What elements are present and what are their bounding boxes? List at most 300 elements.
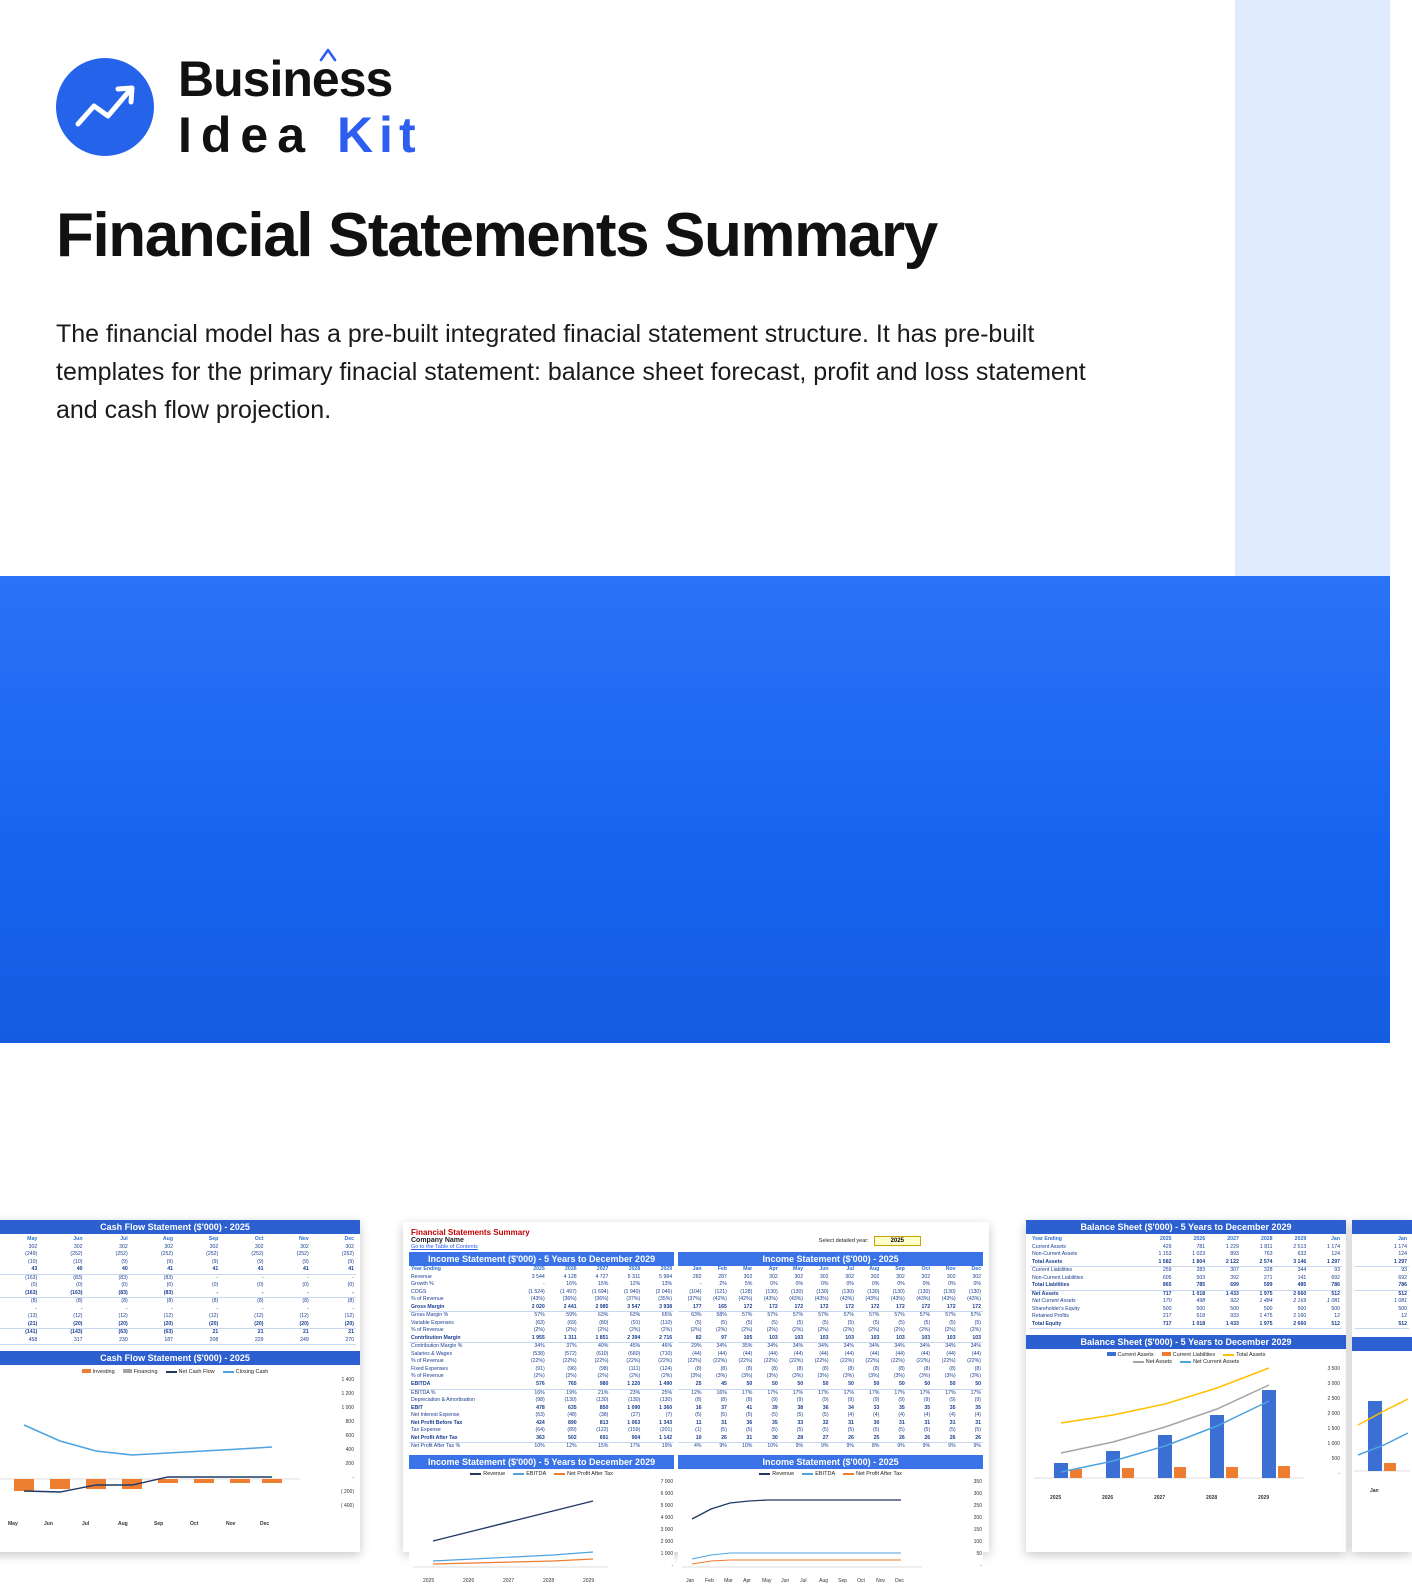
y-tick: 800	[345, 1419, 354, 1426]
cell: 21	[302, 1329, 309, 1336]
cell: (13)	[28, 1313, 38, 1320]
legend-item	[1133, 1359, 1172, 1365]
cell: (83)	[163, 1274, 173, 1281]
cell: 503	[1196, 1274, 1206, 1281]
col-header: 2027	[1227, 1236, 1239, 1242]
cell: (0)	[30, 1282, 38, 1289]
cell: 170	[1162, 1298, 1172, 1305]
cell: 500	[1297, 1305, 1307, 1312]
cell: 41	[212, 1266, 219, 1273]
cell: 1 023	[1192, 1251, 1206, 1258]
col-header: Aug	[869, 1266, 880, 1272]
legend-label: Closing Cash	[235, 1369, 269, 1376]
legend-item	[166, 1369, 215, 1375]
income-5y-plot	[413, 1479, 608, 1571]
cell: -	[261, 1289, 264, 1296]
cell: (0)	[76, 1282, 83, 1289]
cell: 763	[1263, 1251, 1273, 1258]
x-tick: 2027	[503, 1577, 515, 1584]
cashflow-screenshot[interactable]	[0, 1220, 360, 1552]
cashflow-plot	[0, 1379, 300, 1519]
x-tick: 2029	[583, 1577, 595, 1584]
x-tick: Feb	[705, 1577, 714, 1584]
row-label: Net Profit After Tax %	[411, 1443, 461, 1450]
cell: 2 169	[1293, 1298, 1307, 1305]
cell: (0)	[302, 1282, 309, 1289]
col-header: Nov	[945, 1266, 956, 1272]
cell: 392	[1230, 1274, 1239, 1281]
col-header: Jul	[120, 1236, 128, 1242]
cell: 302	[73, 1243, 83, 1250]
company-name: Company Name	[411, 1237, 464, 1244]
cell: 187	[164, 1336, 173, 1343]
row-label: Shareholder's Equity	[1032, 1305, 1080, 1312]
legend-label: Current Liabilities	[1172, 1352, 1216, 1359]
col-header: Sep	[895, 1266, 905, 1272]
showcase-band	[0, 576, 1407, 1584]
toc-link[interactable]: Go to the Table of Contents	[411, 1244, 478, 1250]
col-header: Jun	[73, 1236, 83, 1242]
decorative-panel	[1235, 0, 1390, 576]
y-tick: 250	[973, 1502, 982, 1509]
x-tick: Oct	[857, 1577, 865, 1584]
cell: (143)	[70, 1329, 83, 1336]
legend-label: Total Assets	[1236, 1352, 1266, 1359]
cell: 344	[1297, 1267, 1307, 1274]
table-row	[0, 1290, 356, 1298]
cell: (20)	[344, 1320, 354, 1327]
cell: 40	[121, 1266, 128, 1273]
cell: 1 297	[1394, 1258, 1407, 1265]
cell: -	[171, 1305, 173, 1312]
table-row	[0, 1251, 356, 1259]
col-header: Dec	[971, 1266, 981, 1272]
cell: 1 174	[1394, 1243, 1407, 1250]
y-tick: ( 400)	[340, 1503, 354, 1510]
income-5y-chart-title: Income Statement ($'000) - 5 Years to December 2029	[409, 1455, 674, 1469]
cell: -	[261, 1305, 264, 1312]
row-label: Salaries & Wages	[411, 1350, 453, 1357]
y-tick: 400	[345, 1447, 354, 1454]
row-label: Retained Profits	[1032, 1313, 1069, 1320]
cell: (252)	[206, 1251, 219, 1258]
cell: 43	[31, 1266, 38, 1273]
legend-label: Net Profit After Tax	[567, 1470, 613, 1477]
row-label: Net Current Assets	[1032, 1298, 1076, 1305]
cell: 302	[164, 1243, 173, 1250]
row-label: Net Assets	[1032, 1290, 1059, 1297]
legend-label: EBITDA	[815, 1470, 836, 1477]
cashflow-chart-legend	[0, 1365, 360, 1377]
y-tick: 3 000	[660, 1526, 674, 1533]
cell: 208	[209, 1336, 219, 1343]
summary-screenshot[interactable]	[403, 1222, 989, 1584]
cell: (252)	[251, 1251, 264, 1258]
x-tick: Jun	[781, 1577, 790, 1584]
col-header: Jan	[692, 1266, 702, 1272]
cell: 717	[1162, 1320, 1172, 1327]
y-tick: 200	[973, 1514, 982, 1521]
cell: -	[216, 1289, 219, 1296]
cell: (83)	[118, 1289, 128, 1296]
y-tick: 200	[345, 1461, 354, 1468]
legend-item	[223, 1369, 269, 1375]
cell: 1 811	[1259, 1243, 1273, 1250]
y-tick: -	[352, 1475, 354, 1482]
row-label: Revenue	[411, 1273, 432, 1280]
income-2025-table: Jan Feb Mar Apr May Jun Jul Aug Sep Oct Nov Dec 282 287 302 302 302 302 302 302 302 302 302 302 - 2% 5% 0% 0% 0% 0% 0% 0% 0% 0% 0% (104) (121) (128) (130) (130) (130) (130) (130) (130) (130) (130) (130) (37%) (42%) (42%) (43%) (43%) (43%) (43%) (43%) (43%) (43%) (43%) (43%) 177 165 172 172 172 172 172 172 172 172 172 172 63% 58% 57% 57% 57% 57% 57% 57% 57% 57% 57% 57% (5) (5) (5) (5) (5) (5) (5) (5) (5) (5) (5) (5) (2%) (2%) (2%) (2%) (2%) (2%) (2%) (2%) (2%) (2%) (2%) (2%) 82 97 105 103 103 103 103 103 103 103 103 103 29% 34% 35% 34% 34% 34% 34% 34% 34% 34% 34% 34% (44) (44) (44) (44) (44) (44) (44) (44) (44) (44) (44) (44) (22%) (22%) (22%) (22%) (22%) (22%) (22%) (22%) (22%) (22%) (22%) (22%) (8) (8) (8) (8) (8) (8) (8) (8) (8) (8) (8) (8) (3%) (3%) (3%) (3%) (3%) (3%) (3%) (3%) (3%) (3%) (3%) (3%) 25 45 50 50 50 50 50 50 50 50 50 50 12% 16% 17% 17% 17% 17% 17% 17% 17% 17% 17% 17% (8) (8) (8) (9) (9) (9) (9) (9) (9) (9) (9) (9) 16 37 41 39 38 36 34 33 35 35 35 35 (5) (5) (5) (5) (5) (5) (4) (4) (4) (4) (4) (4) 11 31 36 35 33 32 31 30 31 31 31 31 (1) (5) (5) (5) (5) (5) (5) (5) (5) (5) (5) (5) 10 26 31 30 28 27 26 25 26 26 26 26 4% 9% 10% 10% 9% 9% 9% 8% 9% 9% 9% 9%	[678, 1266, 983, 1451]
row-label: % of Revenue	[411, 1358, 444, 1365]
y-tick: 2 000	[1327, 1411, 1340, 1418]
col-header: Sep	[208, 1236, 219, 1242]
cell: 93	[1401, 1267, 1407, 1274]
y-tick: 1 500	[1327, 1426, 1340, 1433]
cell: 41	[302, 1266, 309, 1273]
cell: 40	[76, 1266, 83, 1273]
growth-arrow-icon	[56, 58, 154, 156]
cell: (12)	[73, 1313, 83, 1320]
cashflow-table-title: Cash Flow Statement ($'000) - 2025	[0, 1220, 360, 1234]
col-header: 2025	[1159, 1236, 1172, 1242]
balance-chart	[1030, 1366, 1342, 1501]
col-header: Jan	[1331, 1236, 1340, 1242]
col-header: May	[793, 1266, 804, 1272]
x-tick: May	[8, 1521, 18, 1528]
y-tick: 5 000	[660, 1502, 674, 1509]
cell: 41	[348, 1266, 354, 1273]
cell: 1 297	[1327, 1258, 1340, 1265]
cell: (252)	[296, 1251, 309, 1258]
cell: 2 160	[1293, 1313, 1307, 1320]
row-label: Non-Current Liabilities	[1032, 1274, 1084, 1281]
cell: 12	[1401, 1313, 1407, 1320]
legend-label: EBITDA	[526, 1470, 547, 1477]
row-label: Non-Current Assets	[1032, 1251, 1078, 1258]
cell: -	[261, 1274, 264, 1281]
cell: -	[126, 1305, 128, 1312]
y-tick: 2 000	[660, 1538, 674, 1545]
col-header: 2029	[660, 1266, 673, 1272]
cell: 307	[1230, 1267, 1239, 1274]
cell: 1 018	[1192, 1320, 1206, 1327]
cell: 633	[1297, 1251, 1307, 1258]
brand-name-kit: Kit	[336, 107, 422, 163]
table-row	[0, 1244, 356, 1252]
row-label: % of Revenue	[411, 1296, 444, 1303]
cell: 302	[254, 1243, 264, 1250]
cell: 93	[1334, 1267, 1340, 1274]
y-tick: -	[671, 1562, 674, 1569]
cell: (12)	[163, 1313, 173, 1320]
cell: 500	[1230, 1305, 1239, 1312]
y-tick: 50	[976, 1550, 982, 1557]
cell: 1 484	[1259, 1298, 1273, 1305]
col-header: Nov	[298, 1236, 309, 1242]
hero-section	[0, 0, 1390, 576]
cell: 498	[1196, 1298, 1206, 1305]
cell: (8)	[211, 1298, 219, 1305]
cell: (163)	[70, 1289, 83, 1296]
table-row	[0, 1274, 356, 1282]
balance-chart-legend	[1026, 1349, 1346, 1366]
x-tick: 2026	[463, 1577, 475, 1584]
cell: (20)	[254, 1320, 264, 1327]
income-5y-title: Income Statement ($'000) - 5 Years to December 2029	[409, 1252, 674, 1266]
row-label: Total Equity	[1032, 1320, 1062, 1327]
summary-title: Financial Statements Summary	[411, 1228, 530, 1237]
legend-label: Investing	[92, 1369, 115, 1376]
y-tick: 350	[973, 1478, 982, 1485]
y-tick: ( 200)	[340, 1489, 354, 1496]
x-tick: Jun	[44, 1521, 53, 1528]
cell: 1 804	[1192, 1258, 1206, 1265]
cell: 1 018	[1192, 1290, 1206, 1297]
col-header: Apr	[768, 1266, 778, 1272]
table-header-row	[0, 1236, 356, 1244]
row-label: Current Assets	[1032, 1243, 1067, 1250]
legend-label: Financing	[133, 1369, 158, 1376]
col-header: Jul	[846, 1266, 854, 1272]
row-label: Net Interest Expense	[411, 1412, 460, 1419]
brand-name-line1: Business	[178, 51, 393, 107]
x-tick: 2025	[423, 1577, 435, 1584]
row-label: Net Profit After Tax	[411, 1434, 458, 1441]
cell: 1 975	[1259, 1320, 1273, 1327]
table-row	[0, 1298, 356, 1306]
year-select-input[interactable]: 2025	[874, 1236, 921, 1246]
cell: -	[307, 1305, 309, 1312]
balance-sheet-screenshot-partial[interactable]	[1352, 1220, 1412, 1552]
y-tick: 7 000	[660, 1478, 674, 1485]
legend-item	[82, 1369, 115, 1375]
x-tick: Apr	[743, 1577, 751, 1584]
cell: -	[216, 1274, 219, 1281]
cell: 1 975	[1259, 1290, 1273, 1297]
col-header: Oct	[254, 1236, 264, 1242]
brand-name-line2: Idea	[178, 107, 337, 163]
cell: 2 660	[1293, 1290, 1307, 1297]
legend-label: Revenue	[772, 1470, 795, 1477]
y-tick: -	[980, 1562, 982, 1569]
table-row	[0, 1306, 356, 1314]
y-tick: 1 200	[341, 1391, 354, 1398]
cell: 1 081	[1327, 1298, 1340, 1305]
cell: 692	[1331, 1274, 1340, 1281]
row-label: EBITDA	[411, 1380, 431, 1387]
y-tick: 3 500	[1327, 1366, 1340, 1373]
y-tick: 1 000	[1327, 1441, 1340, 1448]
cell: (20)	[163, 1320, 173, 1327]
income-2025-plot	[682, 1479, 922, 1571]
table-row	[0, 1329, 356, 1337]
x-tick: 2026	[1102, 1495, 1114, 1502]
cell: (252)	[115, 1251, 128, 1258]
cell: 2 574	[1259, 1258, 1273, 1265]
cell: (0)	[257, 1282, 264, 1289]
row-label: Net Profit Before Tax	[411, 1419, 463, 1426]
x-tick: Jul	[800, 1577, 807, 1584]
cell: (249)	[25, 1251, 38, 1258]
row-label: EBIT	[411, 1404, 423, 1411]
col-header: Jan	[1398, 1236, 1407, 1242]
cell: 1 174	[1327, 1243, 1340, 1250]
col-header: 2025	[533, 1266, 545, 1272]
cell: 141	[1297, 1274, 1307, 1281]
cell: (12)	[254, 1313, 264, 1320]
cell: (0)	[347, 1282, 354, 1289]
cell: 302	[119, 1243, 128, 1250]
cell: (20)	[118, 1320, 128, 1327]
cell: (12)	[344, 1313, 354, 1320]
cell: (20)	[299, 1320, 309, 1327]
row-label: Contribution Margin %	[411, 1343, 463, 1350]
row-label: % of Revenue	[411, 1373, 444, 1380]
cell: (163)	[25, 1289, 38, 1296]
cell: 1 229	[1225, 1243, 1239, 1250]
page-title: Financial Statements Summary	[56, 201, 937, 270]
cell: 328	[1263, 1267, 1273, 1274]
y-tick: 600	[345, 1433, 354, 1440]
col-header: Jun	[819, 1266, 829, 1272]
balance-sheet-screenshot[interactable]	[1026, 1220, 1346, 1552]
table-row	[0, 1282, 356, 1290]
y-tick: 1 000	[660, 1550, 674, 1557]
cell: 2 513	[1293, 1243, 1307, 1250]
balance-plot	[1034, 1366, 1304, 1491]
cell: 786	[1331, 1282, 1340, 1289]
cashflow-chart-title: Cash Flow Statement ($'000) - 2025	[0, 1351, 360, 1365]
cell: 922	[1230, 1298, 1239, 1305]
legend-item	[1162, 1352, 1216, 1358]
x-tick: Aug	[819, 1577, 829, 1584]
cell: (20)	[73, 1320, 83, 1327]
x-tick: Dec	[260, 1521, 270, 1528]
col-header: May	[27, 1236, 38, 1242]
cell: 500	[1331, 1305, 1340, 1312]
y-tick: 300	[973, 1490, 982, 1497]
cell: 605	[1162, 1274, 1172, 1281]
cell: 500	[1196, 1305, 1206, 1312]
cell: 429	[1162, 1243, 1172, 1250]
cell: 21	[212, 1329, 219, 1336]
col-header: 2028	[1260, 1236, 1273, 1242]
cell: 21	[257, 1329, 264, 1336]
cell: 271	[1263, 1274, 1273, 1281]
cell: 512	[1331, 1320, 1340, 1327]
cell: 692	[1398, 1274, 1407, 1281]
cell: 270	[345, 1336, 354, 1343]
cell: 485	[1297, 1282, 1307, 1289]
legend-item	[513, 1471, 546, 1477]
legend-item	[1107, 1352, 1154, 1358]
cell: 217	[1162, 1313, 1172, 1320]
cell: -	[307, 1289, 309, 1296]
legend-label: Current Assets	[1117, 1352, 1154, 1359]
col-header: Feb	[717, 1266, 727, 1272]
cell: 781	[1196, 1243, 1206, 1250]
cell: 2 660	[1293, 1320, 1307, 1327]
cell: 12	[1334, 1313, 1340, 1320]
legend-label: Net Current Assets	[1193, 1359, 1240, 1366]
y-tick: 500	[1331, 1456, 1340, 1463]
cell: 512	[1398, 1290, 1407, 1297]
cell: 2 122	[1225, 1258, 1239, 1265]
income-5y-chart-legend	[409, 1469, 674, 1479]
row-label: Depreciation & Amortisation	[411, 1397, 476, 1404]
x-tick: Jan	[686, 1577, 695, 1584]
row-label: Total Assets	[1032, 1258, 1063, 1265]
col-header: Aug	[162, 1236, 173, 1242]
cell: 41	[257, 1266, 264, 1273]
table-row	[0, 1259, 356, 1267]
balance-table	[1030, 1236, 1342, 1329]
row-label: Contribution Margin	[411, 1334, 461, 1341]
cell: -	[352, 1274, 354, 1281]
x-tick: Dec	[895, 1577, 905, 1584]
col-header: 2028	[628, 1266, 641, 1272]
cell: 3 146	[1293, 1258, 1307, 1265]
x-tick: Mar	[724, 1577, 733, 1584]
legend-label: Revenue	[483, 1470, 506, 1477]
row-label: Gross Margin	[411, 1303, 445, 1310]
cell: 512	[1331, 1290, 1340, 1297]
y-tick: 2 500	[1327, 1396, 1340, 1403]
cell: (8)	[30, 1298, 38, 1305]
row-label: Growth %	[411, 1281, 434, 1288]
income-2025-chart-title: Income Statement ($'000) - 2025	[678, 1455, 983, 1469]
x-tick: 2028	[543, 1577, 555, 1584]
y-tick: 6 000	[660, 1490, 674, 1497]
legend-label: Net Assets	[1145, 1359, 1173, 1366]
cell: -	[307, 1274, 309, 1281]
year-select-label: Select detailed year:	[818, 1238, 869, 1244]
cell: 1 433	[1225, 1320, 1239, 1327]
row-label: Gross Margin %	[411, 1312, 449, 1319]
cell: 518	[1196, 1313, 1206, 1320]
y-tick: -	[1338, 1471, 1340, 1478]
cell: (8)	[257, 1298, 264, 1305]
x-tick: Jul	[82, 1521, 90, 1528]
row-label: EBITDA %	[411, 1389, 436, 1396]
cell: (9)	[257, 1258, 264, 1265]
cell: 599	[1263, 1282, 1273, 1289]
cell: (8)	[121, 1298, 128, 1305]
cell: (12)	[209, 1313, 219, 1320]
partial-chart	[1354, 1359, 1410, 1494]
cell: 500	[1263, 1305, 1273, 1312]
balance-chart-title: Balance Sheet ($'000) - 5 Years to December 2029	[1026, 1335, 1346, 1349]
col-header: 2029	[1294, 1236, 1307, 1242]
x-tick: 2025	[1050, 1495, 1062, 1502]
row-label: Fixed Expenses	[411, 1365, 448, 1372]
cell: (252)	[341, 1251, 354, 1258]
cell: 302	[28, 1243, 38, 1250]
cell: 41	[167, 1266, 173, 1273]
cell: -	[352, 1305, 354, 1312]
cell: 21	[348, 1329, 354, 1336]
income-2025-chart	[678, 1479, 983, 1584]
x-tick: 2027	[1154, 1495, 1166, 1502]
legend-item	[470, 1471, 505, 1477]
cell: 865	[1162, 1282, 1172, 1289]
cell: -	[216, 1305, 219, 1312]
cell: 1 582	[1158, 1258, 1172, 1265]
y-tick: 150	[973, 1526, 982, 1533]
cell: (10)	[28, 1258, 38, 1265]
cell: (0)	[166, 1282, 173, 1289]
income-5y-table: Year Ending 2025 2026 2027 2028 2029 Revenue 3 544 4 128 4 727 5 311 5 984 Growth % - 16% 15% 12% 13% COGS (1 524) (1 497) (1 694) (1 940) (2 046) % of Revenue (43%) (36%) (36%) (37%) (35%) Gross Margin 2 020 2 441 2 985 3 547 3 938 Gross Margin % 57% 59% 63% 63% 65% Variable Expenses (63) (69) (80) (91) (110) % of Revenue (2%) (2%) (2%) (2%) (2%) Contribution Margin 1 955 1 311 1 851 2 394 2 716 Contribution Margin % 34% 37% 40% 45% 46% Salaries & Wages (538) (572) (610) (660) (710) % of Revenue (22%) (22%) (22%) (22%) (22%) Fixed Expenses (91) (96) (98) (111) (124) % of Revenue (2%) (2%) (2%) (2%) (2%) EBITDA 576 765 980 1 220 1 490 EBITDA % 16% 19% 21% 23% 25% Depreciation & Amortisation (98) (130) (130) (130) (130) EBIT 478 635 850 1 090 1 360 Net Interest Expense (53) (48) (38) (27) (7) Net Profit Before Tax 424 890 813 1 063 1 343 Tax Expense (64) (89) (122) (159) (201) Net Profit After Tax 363 502 691 904 1 142 Net Profit After Tax % 10% 12% 15% 17% 19%	[411, 1266, 673, 1450]
cell: -	[352, 1289, 354, 1296]
